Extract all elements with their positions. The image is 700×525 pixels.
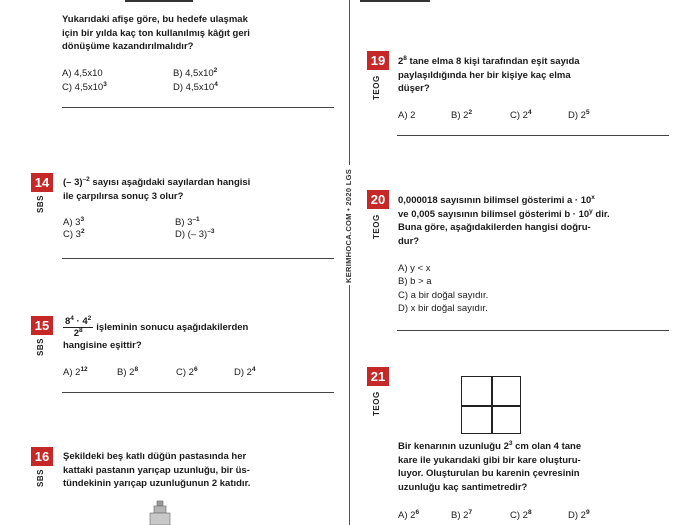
q19-text: [398, 55, 668, 96]
q19-option-d[interactable]: D) $2^5$: [568, 108, 590, 121]
q20-line-4: dur?: [398, 235, 420, 247]
four-squares-figure: [461, 376, 521, 434]
q15-line-1: $\frac{8^4 \cdot 4^2}{2^8}$ işleminin sonucu aşağıdakilerden: [65, 314, 249, 339]
q19-option-a[interactable]: A) 2: [398, 110, 416, 121]
q16-text: [63, 450, 333, 491]
q21-line-1: Bir kenarının uzunluğu $2^3$ cm olan 4 tane: [398, 439, 582, 452]
q20-tag: TEOG: [372, 214, 381, 239]
q15-option-c[interactable]: C) $2^6$: [176, 365, 198, 378]
q19-line-1: $2^8$ tane elma 8 kişi tarafından eşit sayıda: [398, 54, 580, 67]
q21-line-3: luyor. Oluşturulan bu karenin çevresinin: [398, 468, 580, 479]
q-prev-line-1: Yukarıdaki afişe göre, bu hedefe ulaşmak: [62, 14, 248, 25]
q14-number: 14: [31, 173, 53, 192]
q14-option-c[interactable]: C) $3^2$: [63, 227, 85, 240]
q14-separator: [62, 258, 334, 259]
q21-text: [398, 440, 678, 494]
q16-line-3: tündekinin yarıçap uzunluğunun 2 katıdır.: [63, 478, 251, 489]
q14-option-d[interactable]: D) (– 3)$^{-3}$: [175, 227, 215, 240]
q14-option-a[interactable]: A) $3^3$: [63, 215, 85, 228]
q21-option-b[interactable]: B) $2^7$: [451, 508, 473, 521]
q15-option-b[interactable]: B) $2^8$: [117, 365, 139, 378]
q-prev-option-d[interactable]: D) $4,5x10^4$: [173, 80, 218, 93]
q-prev-text: [62, 13, 322, 54]
q21-line-4: uzunluğu kaç santimetredir?: [398, 481, 528, 493]
q14-line-1: (– 3)$^{-2}$ sayısı aşağıdaki sayılardan hangisi: [63, 175, 251, 188]
q15-option-d[interactable]: D) $2^4$: [234, 365, 256, 378]
q19-number: 19: [367, 51, 389, 70]
q-prev-line-2: için bir yılda kaç ton kullanılmış kâğıt geri: [62, 27, 250, 39]
q15-tag: SBS: [36, 338, 45, 356]
q15-line-2: hangisine eşittir?: [63, 340, 142, 351]
q-prev-separator: [62, 107, 334, 108]
q-prev-line-3: dönüşüme kazandırılmalıdır?: [62, 41, 194, 52]
q14-line-2: ile çarpılırsa sonuç 3 olur?: [63, 190, 184, 202]
wedding-cake-figure: [148, 500, 172, 525]
column-divider-lower: [349, 285, 350, 525]
q20-option-c[interactable]: C) a bir doğal sayıdır.: [398, 290, 489, 301]
q14-tag: SBS: [36, 195, 45, 213]
q19-tag: TEOG: [372, 75, 381, 100]
q19-line-3: düşer?: [398, 83, 430, 94]
q15-fraction: $\frac{8^4 \cdot 4^2}{2^8}$: [65, 314, 92, 339]
q20-text: [398, 194, 678, 248]
q16-number: 16: [31, 447, 53, 466]
q-prev-option-a[interactable]: A) 4,5x10: [62, 68, 103, 79]
q21-number: 21: [367, 367, 389, 386]
top-box-bottom-left: [125, 0, 193, 2]
q14-text: [63, 176, 333, 203]
q16-line-1: Şekildeki beş katlı düğün pastasında her: [63, 451, 247, 462]
q21-option-a[interactable]: A) $2^6$: [398, 508, 420, 521]
q20-number: 20: [367, 190, 389, 209]
q19-option-c[interactable]: C) $2^4$: [510, 108, 532, 121]
column-divider-text: KERIMHOCA.COM • 2020 LGS: [344, 168, 353, 283]
q20-line-3: Buna göre, aşağıdakilerden hangisi doğru-: [398, 222, 591, 233]
q19-separator: [397, 135, 669, 136]
q16-tag: SBS: [36, 469, 45, 487]
q20-line-2: ve 0,005 sayısının bilimsel gösterimi $b \cdot 10^y$ dir.: [398, 207, 610, 220]
q21-line-2: kare ile yukarıdaki gibi bir kare oluşturu-: [398, 454, 581, 466]
q15-separator: [62, 392, 334, 393]
q15-text: [63, 316, 333, 353]
q20-separator: [397, 330, 669, 331]
q16-line-2: kattaki pastanın yarıçap uzunluğu, bir üs-: [63, 464, 250, 476]
top-box-edge-right: [360, 0, 430, 2]
q19-option-b[interactable]: B) $2^2$: [451, 108, 473, 121]
q15-option-a[interactable]: A) $2^{12}$: [63, 365, 88, 378]
q-prev-option-c[interactable]: C) $4,5x10^3$: [62, 80, 107, 93]
q21-tag: TEOG: [372, 391, 381, 416]
column-divider: [349, 0, 350, 165]
q21-option-d[interactable]: D) $2^9$: [568, 508, 590, 521]
q20-option-d[interactable]: D) x bir doğal sayıdır.: [398, 303, 488, 314]
q20-option-b[interactable]: B) b > a: [398, 276, 432, 287]
q20-option-a[interactable]: A) y < x: [398, 263, 431, 274]
q-prev-option-b[interactable]: B) $4,5x10^2$: [173, 66, 218, 79]
q20-line-1: 0,000018 sayısının bilimsel gösterimi $a \cdot 10^x$: [398, 193, 595, 206]
q21-option-c[interactable]: C) $2^8$: [510, 508, 532, 521]
q19-line-2: paylaşıldığında her bir kişiye kaç elma: [398, 69, 571, 81]
q15-number: 15: [31, 316, 53, 335]
q14-option-b[interactable]: B) $3^{-1}$: [175, 215, 200, 228]
